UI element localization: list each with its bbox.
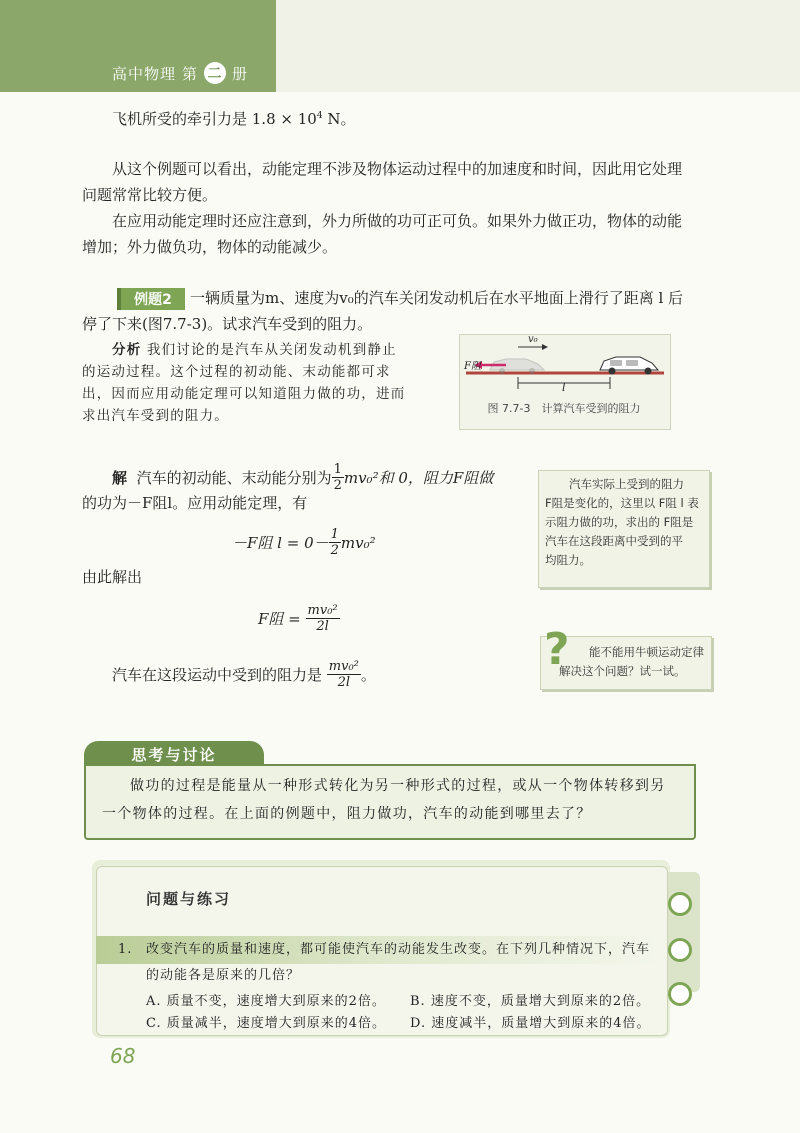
intro-p3-line-2: 增加；外力做负功，物体的动能减少。 <box>82 238 338 256</box>
analysis-line-1: 分析 我们讨论的是汽车从关闭发动机到静止 <box>112 342 397 358</box>
friction-label: F阻 <box>464 361 481 372</box>
distance-label: l <box>562 381 566 394</box>
analysis-line-4: 求出汽车受到的阻力。 <box>82 408 229 424</box>
side-note-newton-question: 能不能用牛顿运动定律 解决这个问题？试一试。 <box>540 636 712 690</box>
question-1-number: 1. <box>118 942 133 957</box>
intro-p2-line-1: 从这个例题可以看出，动能定理不涉及物体运动过程中的加速度和时间，因此用它处理 <box>112 160 683 178</box>
example-text-line-2: 停了下来(图7.7-3)。试求汽车受到的阻力。 <box>82 315 373 333</box>
page-number: 68 <box>110 1044 136 1068</box>
think-discuss-text: 做功的过程是能量从一种形式转化为另一种形式的过程，或从一个物体转移到另 一个物体的过程。在上面的例题中，阻力做功，汽车的动能到哪里去了？ <box>102 778 666 822</box>
question-mark-icon: ? <box>544 624 570 675</box>
equation-2: F阻 = $\frac{\text{mv₀²}}{2l}$ <box>258 603 338 634</box>
think-discuss-title: 思考与讨论 <box>84 741 264 767</box>
volume-suffix: 册 <box>232 64 249 83</box>
question-1-line-1: 改变汽车的质量和速度，都可能使汽车的动能发生改变。在下列几种情况下，汽车 <box>146 942 651 957</box>
volume-number: 二 <box>204 62 226 84</box>
equation-1: －F阻 l = 0－ $\frac{1}{2}$ mv₀² <box>232 527 376 558</box>
option-c: C. 质量减半，速度增大到原来的4倍。 <box>146 1016 387 1031</box>
solution-line-3: 由此解出 <box>82 568 143 586</box>
intro-line-1: 飞机所受的牵引力是 $1.8 \times 10^4$ N。 <box>112 110 356 128</box>
solution-line-1: 解 汽车的初动能、末动能分别为 $\frac{1}{2}$ mv₀²和 0，阻力F阻做 <box>112 462 494 493</box>
example-text-line-1: 一辆质量为m、速度为v₀的汽车关闭发动机后在水平地面上滑行了距离 l 后 <box>190 289 684 307</box>
equation-2-fraction: $\frac{\text{mv₀²}}{2l}$ <box>307 603 338 634</box>
intro-p2-line-2: 问题常常比较方便。 <box>82 186 218 204</box>
binder-ring-icon <box>668 982 692 1006</box>
analysis-line-3: 出，因而应用动能定理可以知道阻力做的功，进而 <box>82 386 406 402</box>
figure-caption: 图 7.7-3 计算汽车受到的阻力 <box>487 402 641 415</box>
half-fraction: $\frac{1}{2}$ <box>333 462 342 493</box>
analysis-line-2: 的运动过程。这个过程的初动能、末动能都可求 <box>82 364 391 380</box>
option-b: B. 速度不变，质量增大到原来的2倍。 <box>410 994 651 1009</box>
question-1-line-2: 的动能各是原来的几倍？ <box>146 968 301 983</box>
analysis-head: 分析 <box>112 342 142 358</box>
book-title: 高中物理 <box>112 64 177 83</box>
intro-p3-line-1: 在应用动能定理时还应注意到，外力所做的功可正可负。如果外力做正功，物体的动能 <box>112 212 683 230</box>
volume-prefix: 第 <box>182 64 199 83</box>
option-d: D. 速度减半，质量增大到原来的4倍。 <box>410 1016 651 1031</box>
binder-ring-icon <box>668 892 692 916</box>
option-a: A. 质量不变，速度增大到原来的2倍。 <box>146 994 386 1009</box>
solution-line-4: 汽车在这段运动中受到的阻力是 $\frac{\text{mv₀²}}{2l}$ 。 <box>112 659 376 690</box>
velocity-label: v₀ <box>528 334 538 345</box>
result-fraction: $\frac{\text{mv₀²}}{2l}$ <box>328 659 359 690</box>
equation-1-fraction: $\frac{1}{2}$ <box>330 527 339 558</box>
example-label: 例题2 <box>117 288 185 310</box>
binder-ring-icon <box>668 938 692 962</box>
problems-title: 问题与练习 <box>146 890 232 908</box>
side-note-average-resistance: 汽车实际上受到的阻力 F阻是变化的，这里以 F阻 l 表 示阻力做的功，求出的 F阻是 汽车在这段距离中受到的平 均阻力。 <box>538 470 710 588</box>
running-head <box>112 62 248 84</box>
solution-head: 解 <box>112 468 128 487</box>
solution-line-2: 的功为－F阻l。应用动能定理，有 <box>82 494 308 512</box>
